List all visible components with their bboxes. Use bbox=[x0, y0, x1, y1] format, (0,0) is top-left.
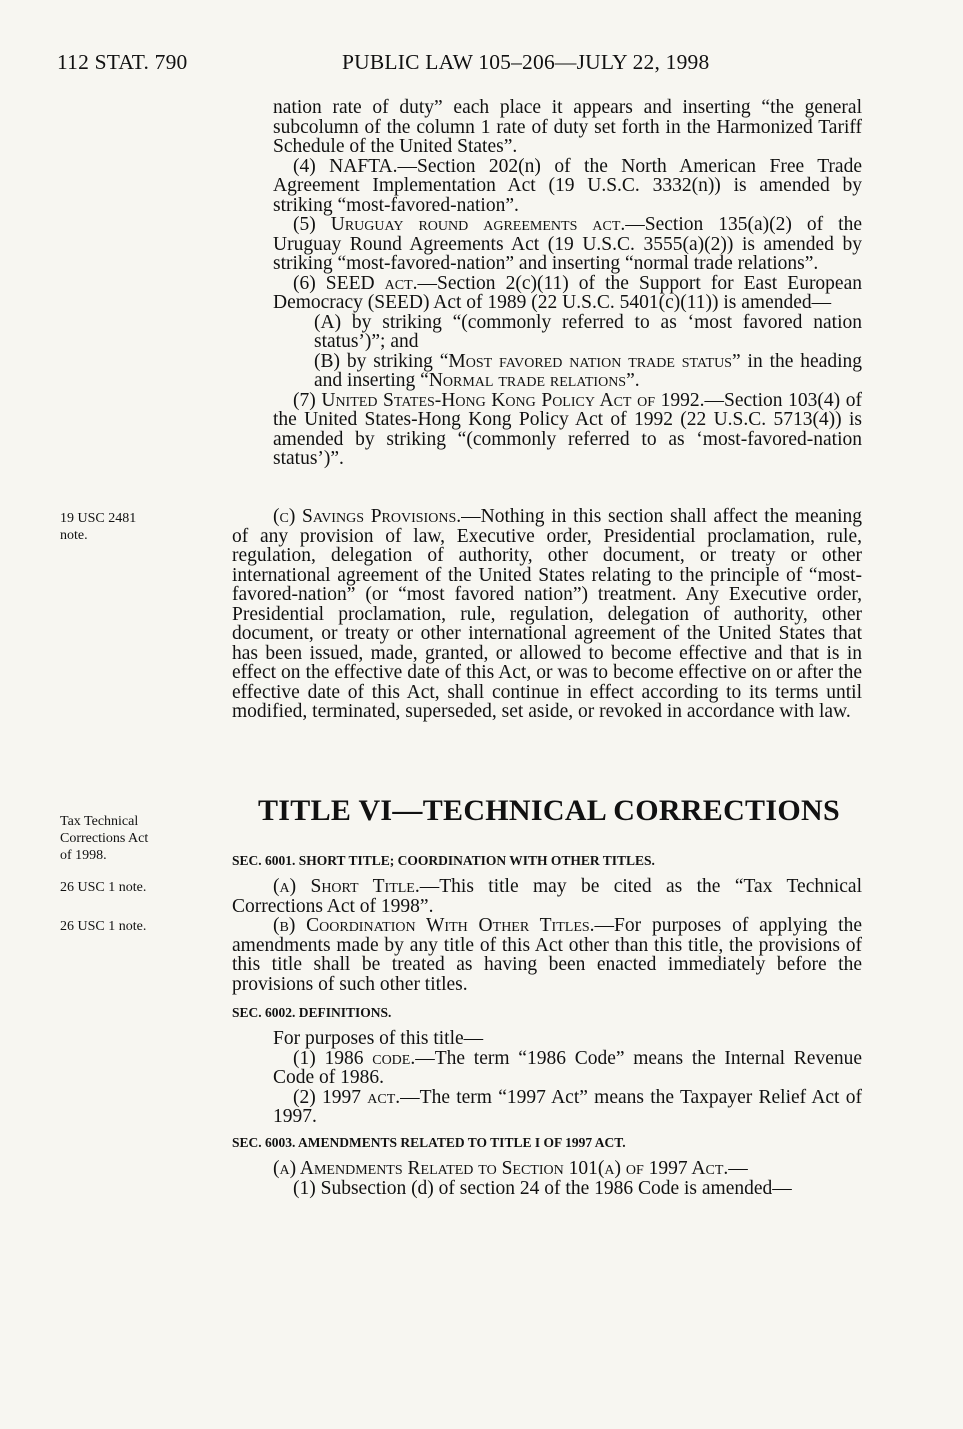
margin-note-short-title bbox=[60, 813, 210, 864]
subparagraph-small-caps: Normal trade relations bbox=[428, 370, 627, 391]
paragraph-text: —Section 135(a)(2) of the Uruguay Round Agreements Act (19 U.S.C. 3555(a)(2)) is amended by striking “most-favored-nation” and inserting “normal trade relations”. bbox=[273, 214, 862, 274]
subsection-coordination bbox=[232, 916, 862, 994]
subsection-label: (b) Coordination With Other Titles. bbox=[273, 915, 595, 936]
section-heading: SEC. 6001. SHORT TITLE; COORDINATION WITH OTHER TITLES. bbox=[232, 853, 655, 868]
paragraph-text: —Section 202(n) of the North American Free Trade Agreement Implementation Act (19 U.S.C. 3332(n)) is amended by striking “most-favored-nation”. bbox=[273, 155, 862, 216]
subparagraph-text: (B) by striking “ bbox=[314, 350, 449, 372]
paragraph-text: —Section 103(4) of the United States-Hong Kong Policy Act of 1992 (22 U.S.C. 5713(4)) is amended by striking “(commonly referred to as ‘most-favored-nation status’)”. bbox=[273, 389, 862, 469]
margin-note-line: 19 USC 2481 bbox=[60, 511, 137, 526]
public-law-running-head: PUBLIC LAW 105–206—JULY 22, 1998 bbox=[342, 50, 710, 74]
definition-text: —The term “1986 Code” means the Internal Revenue Code of 1986. bbox=[273, 1047, 862, 1088]
subparagraph-a bbox=[232, 313, 862, 352]
margin-note-line: Tax Technical bbox=[60, 814, 139, 829]
margin-note-line: 26 USC 1 note. bbox=[60, 919, 147, 934]
margin-note-usc-2481 bbox=[60, 510, 210, 544]
paragraph-text: (1) Subsection (d) of section 24 of the 1986 Code is amended— bbox=[293, 1177, 792, 1199]
section-6002 bbox=[232, 1003, 862, 1127]
subsection-text: — bbox=[728, 1158, 748, 1179]
paragraph-text: —Nothing in this section shall affect the meaning of any provision of law, Executive order, Presidential proclamation, rule, regulation, delegation of authority, other document, or treaty or other international agreement of the United States relating to the principle of “most-favored-nation” (or “most favored nation”) treatment. Any Executive order, Presidential proclamation, rule, regulation, delegation of authority, other document, or treaty or other international agreement of the United States that has been issued, made, granted, or allowed to become effective and that is in effect on the effective date of this Act, or was to become effective on or after the effective date of this Act, shall continue in effect according to its terms until modified, terminated, superseded, set aside, or revoked in accordance with law. bbox=[232, 506, 862, 722]
definition-label: (2) 1997 act. bbox=[293, 1086, 401, 1108]
paragraph-seed-act bbox=[232, 274, 862, 313]
subsection-label: (a) Short Title. bbox=[273, 876, 420, 897]
margin-note-line: of 1998. bbox=[60, 848, 107, 863]
subparagraph-small-caps: Most favored nation trade status bbox=[448, 350, 732, 372]
title-heading: TITLE VI—TECHNICAL CORRECTIONS bbox=[258, 794, 840, 827]
savings-provisions bbox=[232, 507, 862, 722]
subsection-short-title bbox=[232, 877, 862, 916]
paragraph-savings bbox=[232, 507, 862, 722]
paragraph-label: (4) NAFTA. bbox=[293, 155, 398, 177]
statute-page-number: 112 STAT. 790 bbox=[57, 50, 188, 74]
subparagraph-text: (A) by striking “(commonly referred to as ‘most favored nation status’)”; and bbox=[314, 311, 862, 352]
section-heading: SEC. 6003. AMENDMENTS RELATED TO TITLE I OF 1997 ACT. bbox=[232, 1135, 626, 1150]
paragraph-uruguay-round bbox=[232, 215, 862, 274]
definition-1986-code bbox=[232, 1049, 862, 1088]
subsection-amendments-101a bbox=[232, 1159, 862, 1179]
paragraph-label: (c) Savings Provisions. bbox=[273, 506, 462, 527]
paragraph-label: (7) United States-Hong Kong Policy Act of 1992. bbox=[293, 389, 705, 411]
subparagraph-text: ” in the heading and inserting “ bbox=[314, 350, 863, 391]
margin-note-line: Corrections Act bbox=[60, 831, 149, 846]
paragraph-label: (6) SEED act. bbox=[293, 272, 418, 294]
paragraph-text: —Section 2(c)(11) of the Support for East European Democracy (SEED) Act of 1989 (22 U.S.C. 5401(c)(11)) is amended— bbox=[273, 272, 862, 313]
subsection-text: —For purposes of applying the amendments made by any title of this Act other than this title, the provisions of this title shall be treated as having been enacted immediately before the provisions of such other titles. bbox=[232, 915, 862, 995]
paragraph-hong-kong-policy bbox=[232, 391, 862, 469]
section-continuation bbox=[232, 98, 862, 469]
section-heading: SEC. 6002. DEFINITIONS. bbox=[232, 1005, 392, 1020]
margin-note-26-usc-1-b bbox=[60, 918, 210, 935]
subsection-label: (a) Amendments Related to Section 101(a) of 1997 Act. bbox=[273, 1158, 729, 1179]
definition-label: (1) 1986 code. bbox=[293, 1047, 416, 1069]
section-6003 bbox=[232, 1133, 862, 1198]
paragraph-label: (5) Uruguay round agreements act. bbox=[293, 214, 626, 235]
section-6001 bbox=[232, 851, 862, 994]
margin-note-26-usc-1-a bbox=[60, 879, 210, 896]
definition-text: —The term “1997 Act” means the Taxpayer Relief Act of 1997. bbox=[273, 1086, 862, 1127]
definitions-intro: For purposes of this title— bbox=[273, 1028, 484, 1049]
definition-1997-act bbox=[232, 1088, 862, 1127]
subsection-text: —This title may be cited as the “Tax Technical Corrections Act of 1998”. bbox=[232, 876, 862, 917]
paragraph-subsection-d bbox=[232, 1179, 862, 1199]
subparagraph-text: ”. bbox=[626, 370, 640, 391]
subparagraph-b bbox=[232, 352, 862, 391]
paragraph-continuation: nation rate of duty” each place it appears and inserting “the general subcolumn of the column 1 rate of duty set forth in the Harmonized Tariff Schedule of the United States”. bbox=[273, 97, 862, 157]
paragraph-nafta bbox=[232, 157, 862, 216]
margin-note-line: note. bbox=[60, 528, 88, 543]
margin-note-line: 26 USC 1 note. bbox=[60, 880, 147, 895]
